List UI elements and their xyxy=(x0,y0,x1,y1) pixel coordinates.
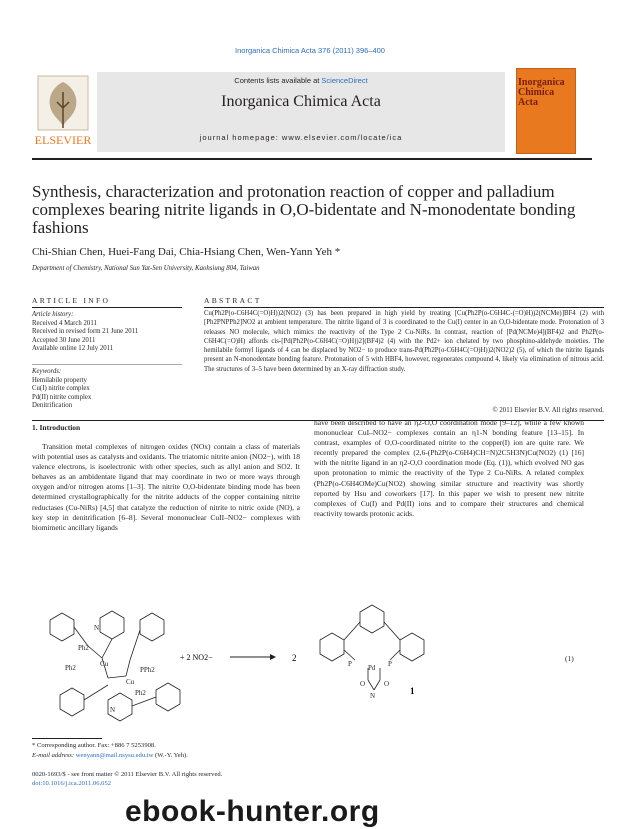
affiliation: Department of Chemistry, National Sun Yat-Sen University, Kaohsiung 804, Taiwan xyxy=(32,265,260,272)
doi-link[interactable]: doi:10.1016/j.ica.2011.06.052 xyxy=(32,780,112,787)
sciencedirect-link[interactable]: ScienceDirect xyxy=(321,76,368,85)
section-heading: 1. Introduction xyxy=(32,423,81,432)
history-accepted: Accepted 30 June 2011 xyxy=(32,336,96,344)
scheme-label: Cu xyxy=(100,660,109,668)
scheme-label: P xyxy=(388,660,392,668)
history-online: Available online 12 July 2011 xyxy=(32,345,114,353)
product-structure xyxy=(320,605,424,690)
reagent-text: + 2 NO2− xyxy=(180,653,213,662)
email-link[interactable]: wenyann@mail.nsysu.edu.tw xyxy=(75,752,154,759)
corresponding-author-note: * Corresponding author. Fax: +886 7 5253908. xyxy=(32,742,156,749)
scheme-label: PPh2 xyxy=(140,666,155,674)
scheme-label: Pd xyxy=(368,664,376,672)
footnote-rule xyxy=(32,738,102,739)
scheme-label: Ph2 xyxy=(78,644,89,652)
publisher-name: ELSEVIER xyxy=(34,133,92,147)
contents-line xyxy=(97,76,505,85)
scheme-label: N xyxy=(110,706,116,714)
history-revised: Received in revised form 21 June 2011 xyxy=(32,328,139,336)
keyword: Denitrification xyxy=(32,402,73,410)
info-rule xyxy=(32,307,182,308)
abstract-text: Cu(Ph2P(o-C6H4C(=O)H))2(NO2) (3) has been prepared in high yield by treating [Cu(Ph2P(o-C6H4C-(=O)H))2(NCMe)]BF4 (2) with [Ph2PNPPh2]NO2 at ambient temperature. The nitrite ligand of 3 is coordinated to the Cu(I) center in an O,O-bidentate mode. Protonation of 3 releases NO molecule, which mimics the reactivity of the Type 2 Cu-NiRs. In contrast, reaction of [Pd(NCMe)4](BF4)2 and Ph2P(o-C6H4C(=O)H) affords cis-[Pd(Ph2P(o-C6H4C(=O)H))2](BF4)2 (4) with the Pd2+ ion chelated by two phosphino-aldehyde moieties. The hemilabile formyl ligands of 4 can be displaced by NO2− to produce trans-Pd(Ph2P(o-C6H4C(=O)H))2(NO2)2 (5), of which the nitrite ligands present an N-monodentate bonding feature. Protonation of 5 with HBF4, however, regenerates compound 4, likely via elimination of nitrous acid. The structures of 3–5 have been determined by an X-ray diffraction study. xyxy=(204,310,604,373)
scheme-label: O xyxy=(384,680,390,688)
keywords-label: Keywords: xyxy=(32,368,62,375)
keyword: Hemilabile property xyxy=(32,376,87,384)
keyword: Pd(II) nitrite complex xyxy=(32,393,92,401)
equation-number: (1) xyxy=(565,654,574,663)
cover-title: Inorganica Chimica Acta xyxy=(518,77,565,108)
email-suffix: (W.-Y. Yeh). xyxy=(153,752,188,759)
scheme-label: N xyxy=(94,624,100,632)
contents-prefix: Contents lists available at xyxy=(234,76,322,85)
header-divider xyxy=(32,158,592,160)
abstract-heading: ABSTRACT xyxy=(204,296,262,305)
keyword: Cu(I) nitrite complex xyxy=(32,385,90,393)
keywords-block xyxy=(32,368,172,411)
scheme-label: Ph2 xyxy=(65,664,76,672)
reaction-scheme xyxy=(30,600,560,730)
history-received: Received 4 March 2011 xyxy=(32,319,97,327)
article-authors: Chi-Shian Chen, Huei-Fang Dai, Chia-Hsiang Chen, Wen-Yann Yeh * xyxy=(32,246,341,258)
email-label: E-mail address: xyxy=(32,752,76,759)
reaction-arrow xyxy=(230,654,276,660)
scheme-label: Cu xyxy=(126,678,135,686)
abstract-copyright: © 2011 Elsevier B.V. All rights reserved. xyxy=(492,407,604,414)
watermark-text: ebook-hunter.org xyxy=(125,795,380,828)
abstract-rule xyxy=(204,307,604,308)
journal-name: Inorganica Chimica Acta xyxy=(221,93,381,110)
article-info-heading: ARTICLE INFO xyxy=(32,296,111,305)
doi-line xyxy=(32,779,111,788)
intro-column-2: have been described to have an η2-O,O coordination mode [9–12], while a few known mononuclear CuI–NO2− complexes contain an η1-N bonding feature [13–15]. In contrast, examples of O,O-coordinated nitrite to the copper(I) ion are quite rare. We recently prepared the complex (2,6-(Ph2P(o-C6H4)CH=N)2C5H3N)Cu(NO2) (1) [16] with the nitrite ligand in an η2-O,O coordination mode (Eq. (1)), which evolved NO gas upon protonation to mimic the reactivity of the Type 2 Cu-NiRs. A related complex (Ph2P(o-C6H4OMe)Cu(NO2) showing similar structure and reactivity was shortly reported by Hsu and coworkers [17]. In this paper we wish to present new nitrite complexes of Cu(I) and Pd(II) ions and to compare their structures and chemical reactivity towards protonic acids. xyxy=(314,418,584,518)
scheme-label: P xyxy=(348,660,352,668)
journal-reference[interactable]: Inorganica Chimica Acta 376 (2011) 396–400 xyxy=(235,46,385,55)
intro-column-1: Transition metal complexes of nitrogen oxides (NOx) contain a class of materials with potential uses as catalysts and oxidants. The triatomic nitrite anion (NO2−), with 18 valence electrons, is isoelectronic with other species, such as allyl anion and SO2. It behaves as an ambidentate ligand that may coordinate in two or more ways through oxygen and/or nitrogen atoms [1–3]. The nitrite O,O-bidentate binding mode has been determined crystallographically for the nitrite adducts of the copper containing nitrite reductases (Cu-NiRs) [4,5] that catalyze the reduction of nitrite to nitric oxide (NO), a key step in denitrification [6–8]. Several mononuclear CuII–NO2− complexes with biomimetic ancillary ligands xyxy=(32,442,300,532)
issn-line: 0020-1693/$ - see front matter © 2011 Elsevier B.V. All rights reserved. xyxy=(32,771,223,778)
scheme-label: Ph2 xyxy=(135,689,146,697)
scheme-label: O xyxy=(360,680,366,688)
elsevier-logo xyxy=(32,72,94,152)
scheme-label: N xyxy=(370,692,376,700)
email-line xyxy=(32,751,188,760)
keywords-rule xyxy=(32,364,182,365)
product-coefficient: 2 xyxy=(292,653,297,663)
article-title: Synthesis, characterization and protonation reaction of copper and palladium complexes bearing nitrite ligands in O,O-bidentate and N-monodentate bonding fashions xyxy=(32,182,576,237)
article-history xyxy=(32,311,172,354)
compound-number: 1 xyxy=(410,686,415,696)
journal-homepage[interactable]: journal homepage: www.elsevier.com/locate/ica xyxy=(199,133,403,142)
history-label: Article history: xyxy=(32,311,74,318)
